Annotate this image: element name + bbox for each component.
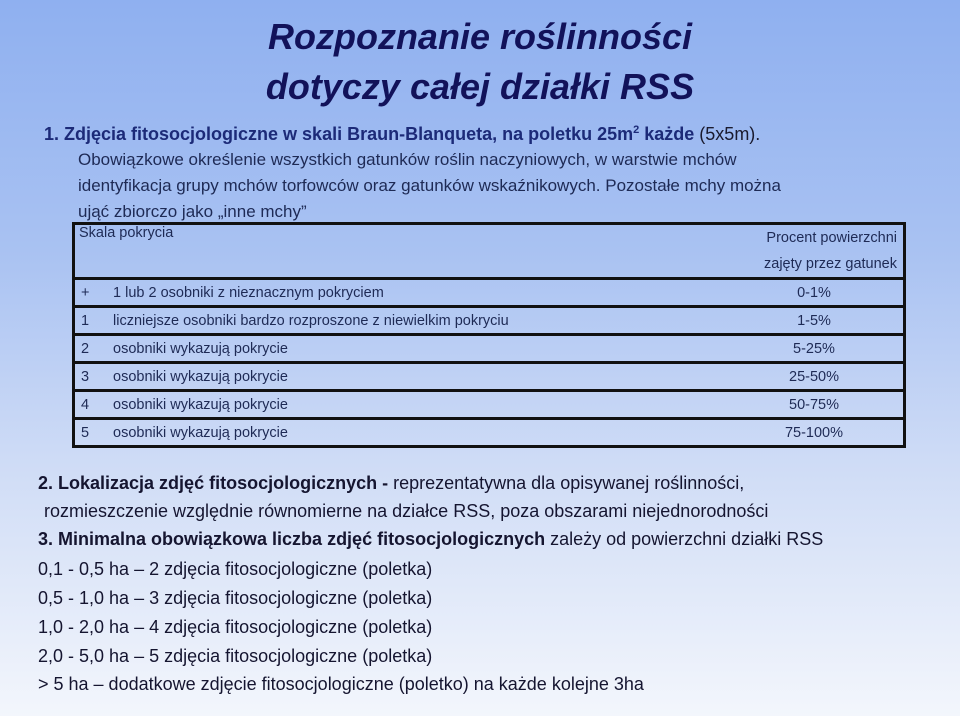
- row-code: 1: [74, 307, 110, 335]
- row-desc: 1 lub 2 osobniki z nieznacznym pokryciem: [109, 279, 725, 307]
- point2-line2: rozmieszczenie względnie równomierne na działce RSS, poza obszarami niejednorodności: [44, 501, 769, 521]
- row-desc: osobniki wykazują pokrycie: [109, 419, 725, 447]
- row-desc: osobniki wykazują pokrycie: [109, 391, 725, 419]
- header-right: [725, 224, 905, 279]
- table-row: [74, 363, 905, 391]
- row-pct: 5-25%: [725, 335, 905, 363]
- row-code: 4: [74, 391, 110, 419]
- point1-heading: [44, 118, 760, 146]
- table-row: [74, 419, 905, 447]
- point3-heading: [38, 526, 823, 552]
- row-pct: 50-75%: [725, 391, 905, 419]
- row-code: 3: [74, 363, 110, 391]
- row-code: 2: [74, 335, 110, 363]
- point1-normal: (5x5m).: [694, 124, 761, 144]
- point2-normal: reprezentatywna dla opisywanej roślinności,: [388, 473, 745, 493]
- header-right-line1: Procent powierzchni: [766, 230, 897, 246]
- table-row: [74, 279, 905, 307]
- braun-blanquet-table: [72, 222, 906, 448]
- slide-title-line1: Rozpoznanie roślinności: [267, 16, 693, 57]
- row-desc: osobniki wykazują pokrycie: [109, 335, 725, 363]
- row-pct: 1-5%: [725, 307, 905, 335]
- row-pct: 75-100%: [725, 419, 905, 447]
- point1-bold-tail: każde: [639, 124, 695, 144]
- area-item-3: 1,0 - 2,0 ha – 4 zdjęcia fitosocjologiczne (poletka): [38, 617, 433, 637]
- area-item-4: 2,0 - 5,0 ha – 5 zdjęcia fitosocjologiczne (poletka): [38, 646, 433, 666]
- point1-line4: ująć zbiorczo jako „inne mchy”: [78, 202, 307, 221]
- point1-line3: identyfikacja grupy mchów torfowców oraz gatunków wskaźnikowych. Pozostałe mchy można: [78, 176, 781, 195]
- row-code: +: [74, 279, 110, 307]
- row-desc: liczniejsze osobniki bardzo rozproszone z niewielkim pokryciu: [109, 307, 725, 335]
- point3-bold: 3. Minimalna obowiązkowa liczba zdjęć fitosocjologicznych: [38, 529, 546, 549]
- row-code: 5: [74, 419, 110, 447]
- header-right-line2: zajęty przez gatunek: [764, 256, 897, 272]
- table-row: [74, 391, 905, 419]
- area-item-2: 0,5 - 1,0 ha – 3 zdjęcia fitosocjologiczne (poletka): [38, 588, 433, 608]
- point1-line2: Obowiązkowe określenie wszystkich gatunków roślin naczyniowych, w warstwie mchów: [78, 150, 737, 169]
- area-item-1: 0,1 - 0,5 ha – 2 zdjęcia fitosocjologiczne (poletka): [38, 559, 433, 579]
- point3-normal: zależy od powierzchni działki RSS: [545, 529, 824, 549]
- point1-sup: 2: [633, 124, 640, 136]
- area-item-5: > 5 ha – dodatkowe zdjęcie fitosocjologiczne (poletko) na każde kolejne 3ha: [38, 674, 644, 694]
- row-pct: 25-50%: [725, 363, 905, 391]
- header-left: Skala pokrycia: [74, 224, 726, 279]
- row-pct: 0-1%: [725, 279, 905, 307]
- point1-bold: 1. Zdjęcia fitosocjologiczne w skali Braun-Blanqueta, na poletku 25m: [44, 124, 634, 144]
- point2-bold: 2. Lokalizacja zdjęć fitosocjologicznych -: [38, 473, 389, 493]
- table-header-row: [74, 224, 905, 279]
- point2-heading: [38, 470, 744, 496]
- table-row: [74, 335, 905, 363]
- slide-title-line2: dotyczy całej działki RSS: [265, 66, 695, 107]
- row-desc: osobniki wykazują pokrycie: [109, 363, 725, 391]
- table-row: [74, 307, 905, 335]
